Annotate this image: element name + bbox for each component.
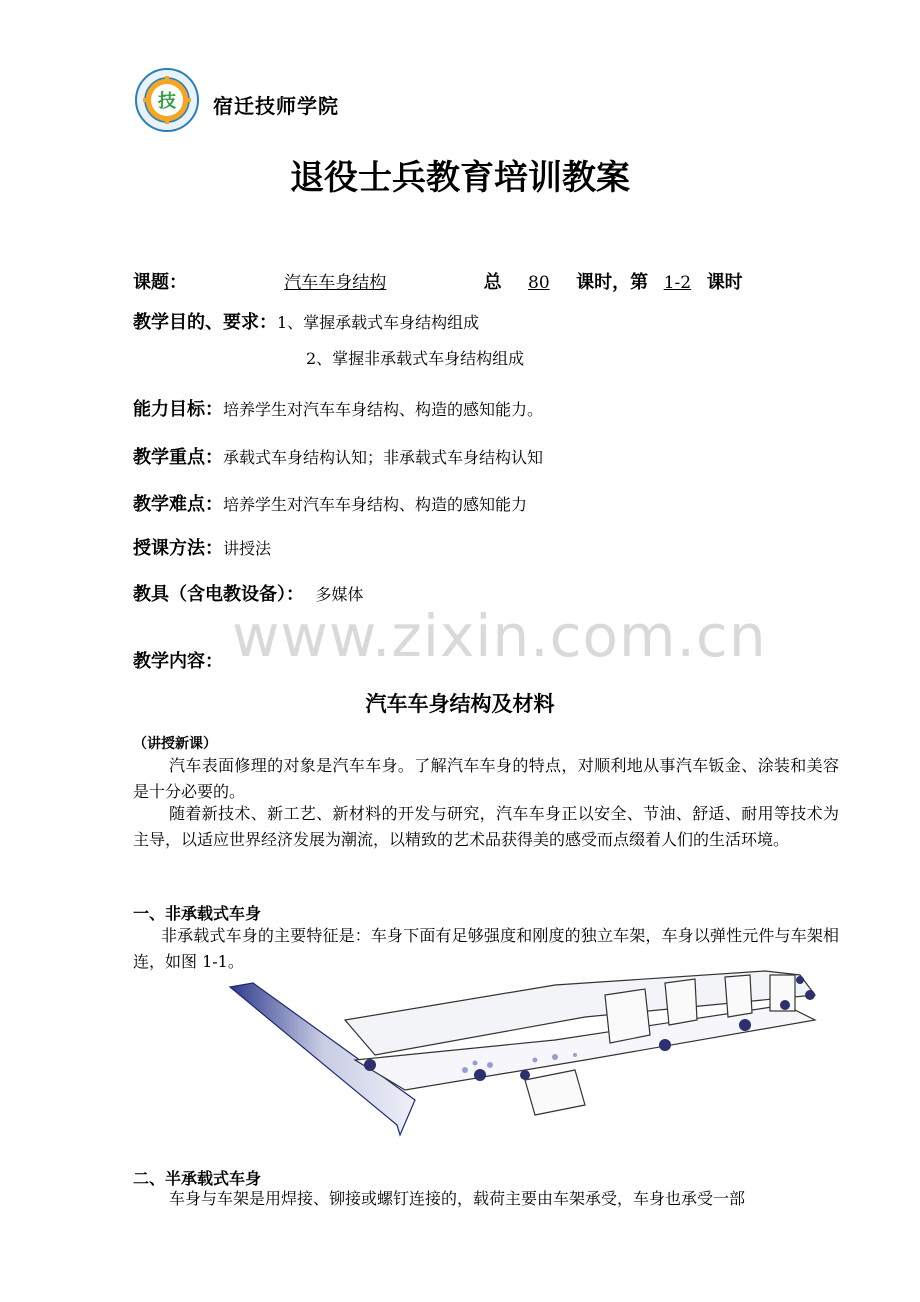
lesson-suffix: 课时 xyxy=(706,272,743,293)
difficulty-label: 教学难点： xyxy=(133,494,223,515)
method-value: 讲授法 xyxy=(223,539,272,558)
section-title: 汽车车身结构及材料 xyxy=(365,692,555,716)
tools-value: 多媒体 xyxy=(315,585,364,604)
difficulty-row xyxy=(133,490,527,516)
content-label: 教学内容： xyxy=(133,651,223,672)
ability-value: 培养学生对汽车车身结构、构造的感知能力。 xyxy=(223,400,544,419)
ability-row xyxy=(133,395,543,421)
keypoint-label: 教学重点： xyxy=(133,447,223,468)
section1-heading: 一、非承载式车身 xyxy=(133,904,262,923)
objective-item-1: 1、掌握承载式车身结构组成 xyxy=(277,313,480,332)
ability-label: 能力目标： xyxy=(133,399,223,420)
total-label: 总 xyxy=(483,272,502,293)
method-label: 授课方法： xyxy=(133,538,223,559)
section1-text: 非承载式车身的主要特征是：车身下面有足够强度和刚度的独立车架，车身以弹性元件与车架相连，如图 1-1。 xyxy=(133,926,839,971)
school-name: 宿迁技师学院 xyxy=(213,94,339,118)
lesson-number: 1-2 xyxy=(663,273,692,293)
topic-value: 汽车车身结构 xyxy=(284,273,387,293)
section2-heading: 二、半承载式车身 xyxy=(133,1169,262,1188)
paragraph-2: 随着新技术、新工艺、新材料的开发与研究，汽车车身正以安全、节油、舒适、耐用等技术为主导，以适应世界经济发展为潮流，以精致的艺术品获得美的感受而点缀着人们的生活环境。 xyxy=(133,804,839,849)
tools-label: 教具（含电教设备）： xyxy=(133,584,304,605)
logo-center-char: 技 xyxy=(158,91,176,112)
document-title: 退役士兵教育培训教案 xyxy=(290,158,630,198)
method-row xyxy=(133,534,271,560)
topic-label: 课题： xyxy=(133,272,187,293)
chassis-frame-figure xyxy=(225,965,835,1145)
keypoint-value: 承载式车身结构认知；非承载式车身结构认知 xyxy=(223,448,544,467)
school-logo xyxy=(135,68,199,132)
hours-label: 课时，第 xyxy=(576,272,649,293)
objectives-row xyxy=(133,308,479,334)
objectives-label: 教学目的、要求： xyxy=(133,312,277,333)
objective-item-2: 2、掌握非承载式车身结构组成 xyxy=(306,349,525,368)
section2-text: 车身与车架是用焊接、铆接或螺钉连接的，载荷主要由车架承受，车身也承受一部 xyxy=(169,1189,746,1208)
keypoint-row xyxy=(133,443,543,469)
lecture-note: （讲授新课） xyxy=(133,736,217,752)
total-hours: 80 xyxy=(528,273,550,293)
difficulty-value: 培养学生对汽车车身结构、构造的感知能力 xyxy=(223,495,528,514)
objectives-row-2 xyxy=(306,346,524,369)
watermark: www.zixin.com.cn xyxy=(232,602,767,670)
topic-row xyxy=(133,268,743,294)
paragraph-1: 汽车表面修理的对象是汽车车身。了解汽车车身的特点，对顺利地从事汽车钣金、涂装和美容是十分必要的。 xyxy=(133,756,839,801)
